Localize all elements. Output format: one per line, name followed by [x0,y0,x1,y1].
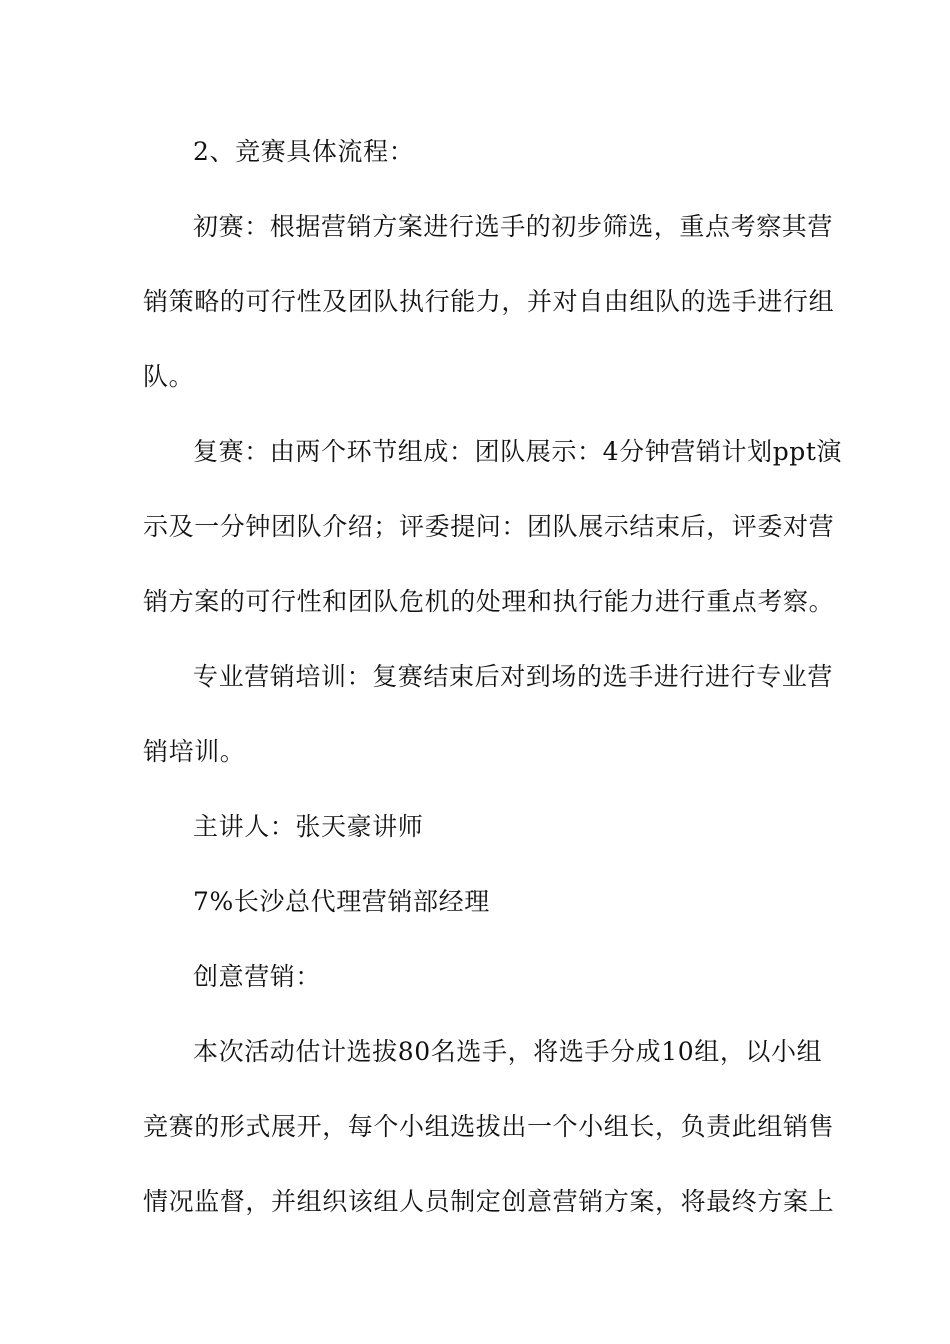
text-line: 销策略的可行性及团队执行能力，并对自由组队的选手进行组 [143,287,835,316]
text-line: 销方案的可行性和团队危机的处理和执行能力进行重点考察。 [143,587,835,616]
text-line: 示及一分钟团队介绍；评委提问：团队展示结束后，评委对营 [143,512,835,541]
text-line: 竞赛的形式展开，每个小组选拔出一个小组长，负责此组销售 [143,1112,835,1141]
text-line: 2、竞赛具体流程： [193,137,415,166]
text-line: 主讲人：张天豪讲师 [193,812,424,841]
text-line: 本次活动估计选拔80名选手，将选手分成10组，以小组 [193,1037,823,1066]
text-line: 情况监督，并组织该组人员制定创意营销方案，将最终方案上 [143,1187,835,1216]
text-line: 专业营销培训：复赛结束后对到场的选手进行进行专业营 [193,662,834,691]
text-line: 初赛：根据营销方案进行选手的初步筛选，重点考察其营 [193,212,834,241]
text-line: 队。 [143,362,195,391]
text-line: 7%长沙总代理营销部经理 [193,887,490,916]
text-line: 复赛：由两个环节组成：团队展示：4分钟营销计划ppt演 [193,437,843,466]
text-line: 创意营销： [193,962,322,991]
text-line: 销培训。 [143,737,246,766]
